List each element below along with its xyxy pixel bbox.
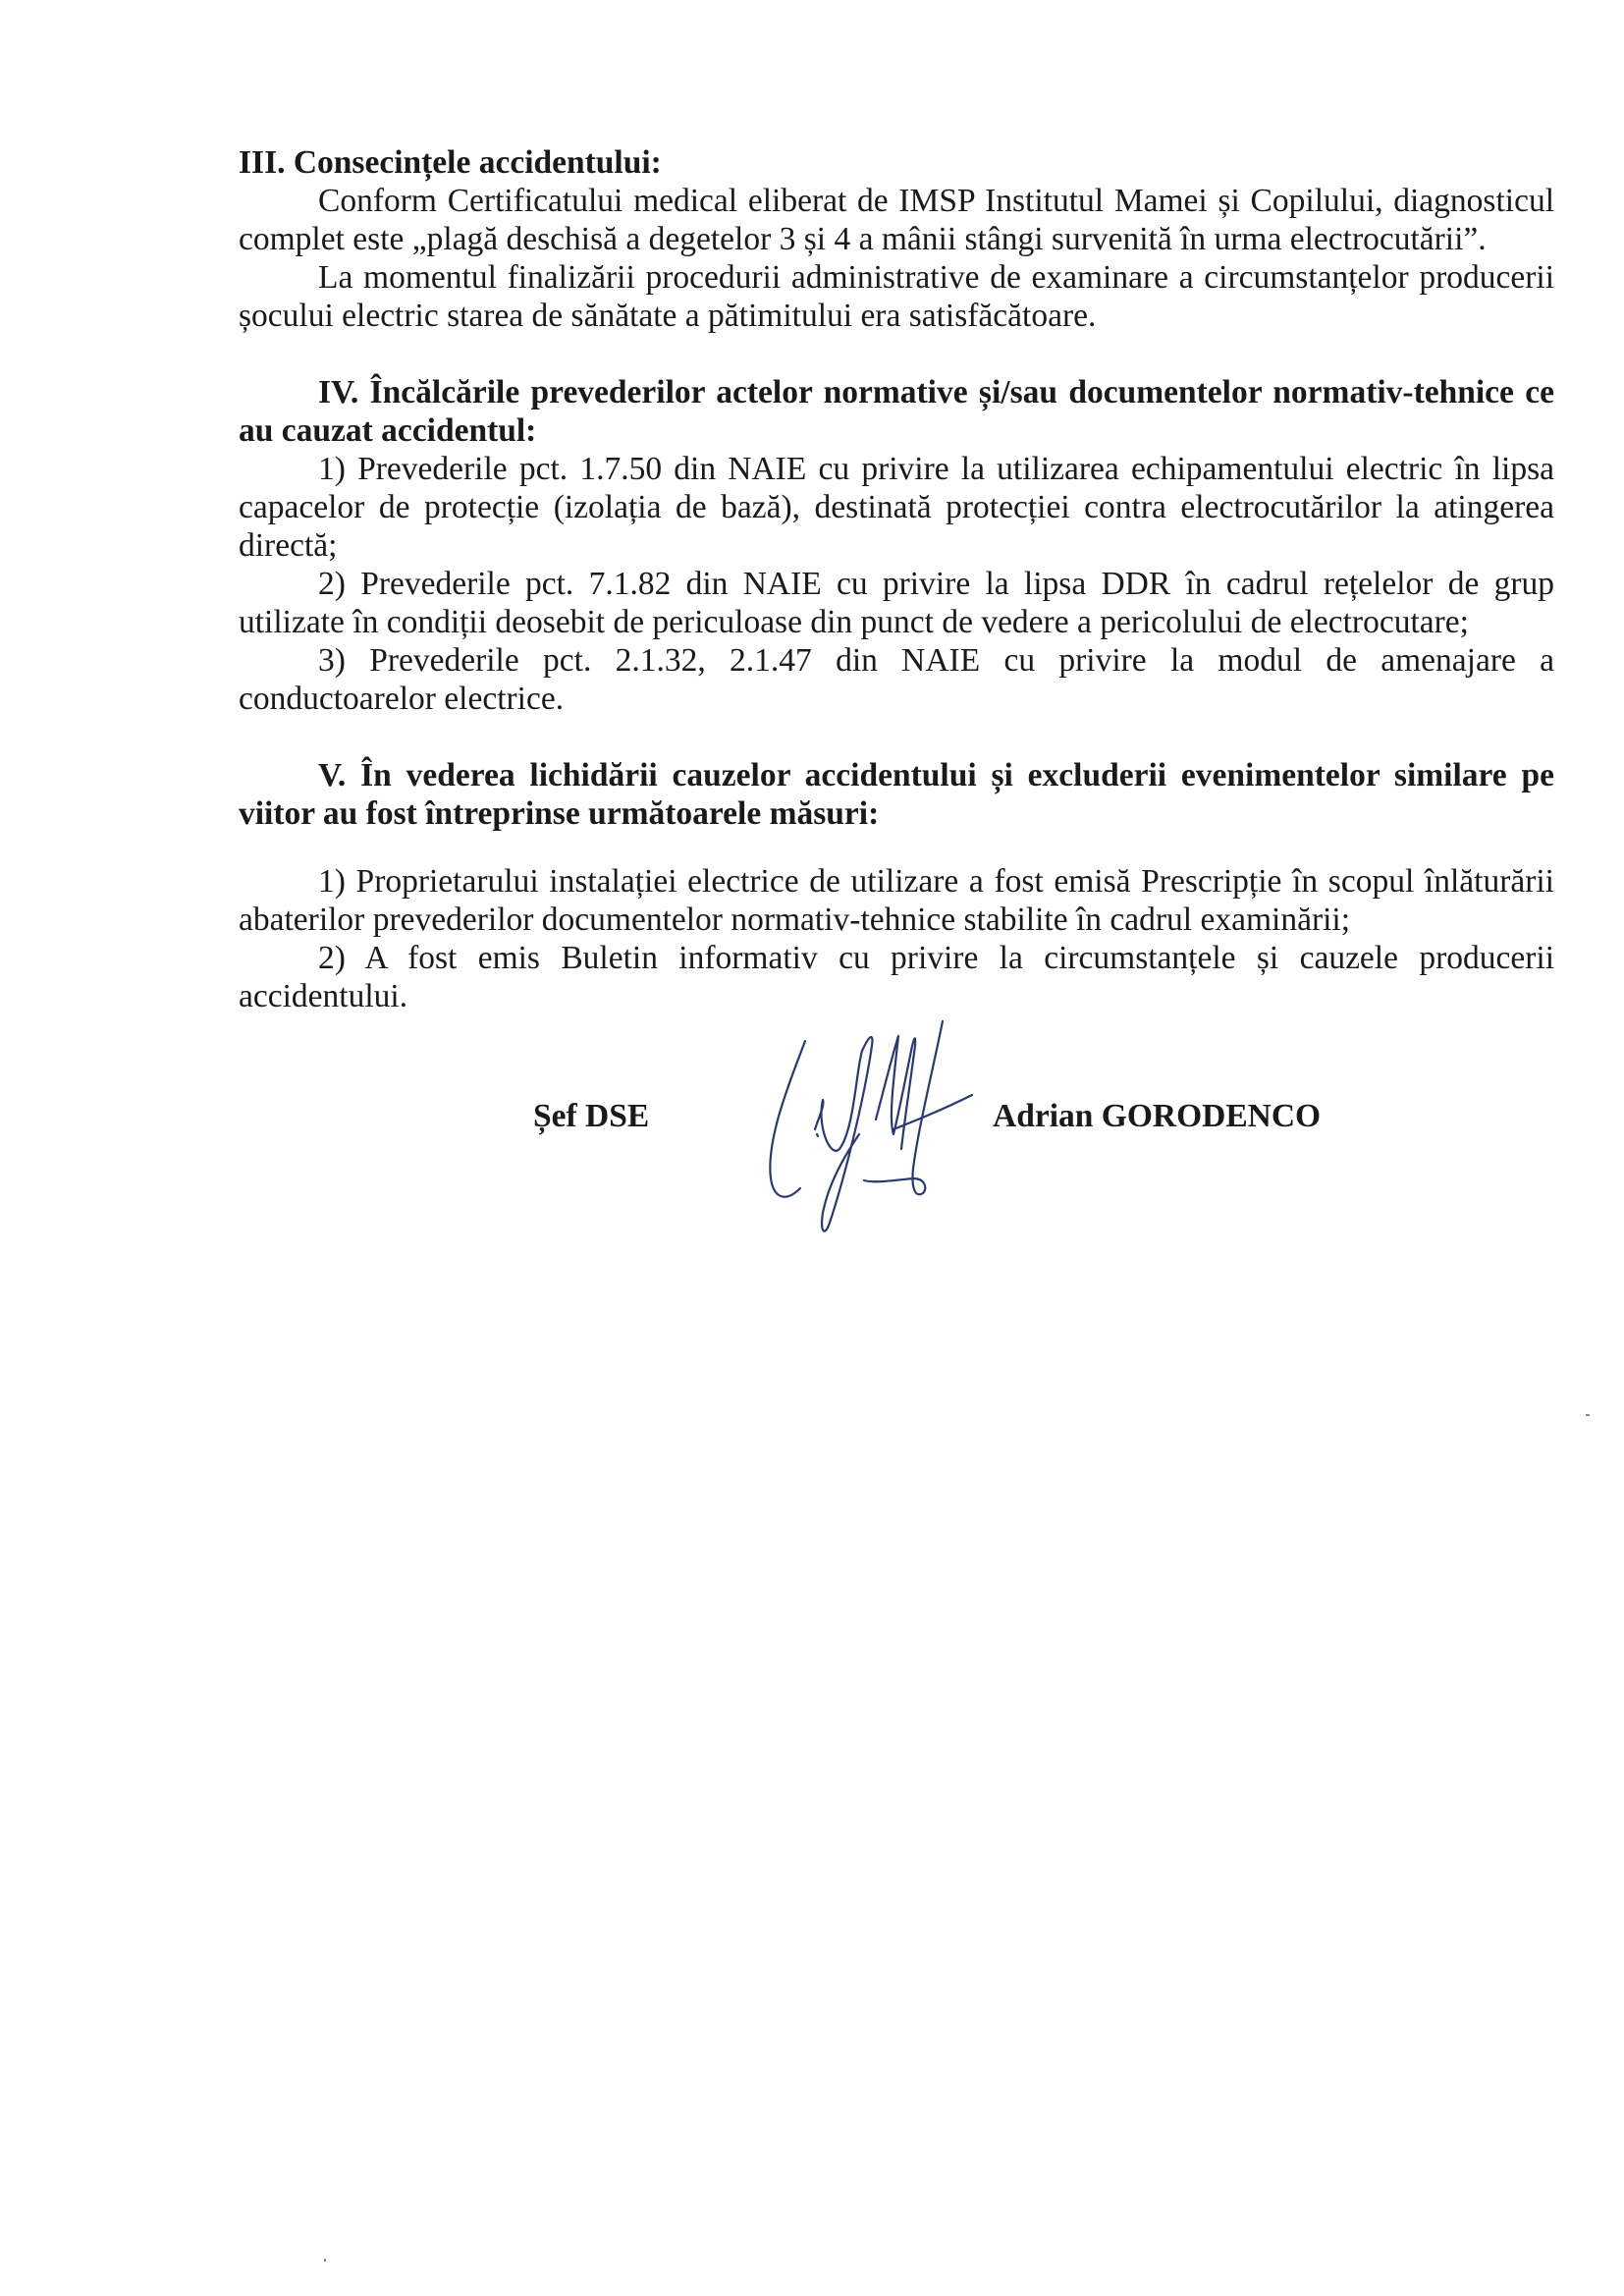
section-4-item: 1) Prevederile pct. 1.7.50 din NAIE cu privire la utilizarea echipamentului electric în lipsa capacelor de protecție (izolația de bază), destinată protecției contra electrocutărilor la atingerea directă; (239, 451, 1554, 564)
handwritten-signature (746, 1011, 982, 1247)
document-body (239, 143, 1554, 1015)
signatory-role: Șef DSE (533, 1098, 650, 1134)
scan-speck (324, 2259, 326, 2262)
section-3-paragraph: La momentul finalizării procedurii administrative de examinare a circumstanțelor producerii șocului electric starea de sănătate a pătimitului era satisfăcătoare. (239, 259, 1554, 334)
signature-block (0, 1011, 1624, 1247)
section-4-heading: IV. Încălcările prevederilor actelor normative și/sau documentelor normativ-tehnice ce au cauzat accidentul: (239, 374, 1554, 449)
section-3-heading: III. Consecințele accidentului: (239, 144, 662, 181)
section-5-item: 2) A fost emis Buletin informativ cu privire la circumstanțele și cauzele producerii accidentului. (239, 940, 1554, 1014)
section-4-item: 3) Prevederile pct. 2.1.32, 2.1.47 din NAIE cu privire la modul de amenajare a conductoarelor electrice. (239, 642, 1554, 717)
section-4-item: 2) Prevederile pct. 7.1.82 din NAIE cu privire la lipsa DDR în cadrul rețelelor de grup utilizate în condiții deosebit de periculoase din punct de vedere a pericolului de electrocutare; (239, 566, 1554, 640)
scan-speck (1586, 1414, 1590, 1416)
section-3-paragraph: Conform Certificatului medical eliberat de IMSP Institutul Mamei și Copilului, diagnosticul complet este „plagă deschisă a degetelor 3 și 4 a mânii stângi survenită în urma electrocutării”. (239, 183, 1554, 257)
section-5-heading: V. În vederea lichidării cauzelor accidentului și excluderii evenimentelor similare pe viitor au fost întreprinse următoarele măsuri: (239, 757, 1554, 832)
section-5-item: 1) Proprietarului instalației electrice de utilizare a fost emisă Prescripție în scopul înlăturării abaterilor prevederilor documentelor normativ-tehnice stabilite în cadrul examinării; (239, 863, 1554, 938)
signatory-name: Adrian GORODENCO (993, 1098, 1322, 1134)
